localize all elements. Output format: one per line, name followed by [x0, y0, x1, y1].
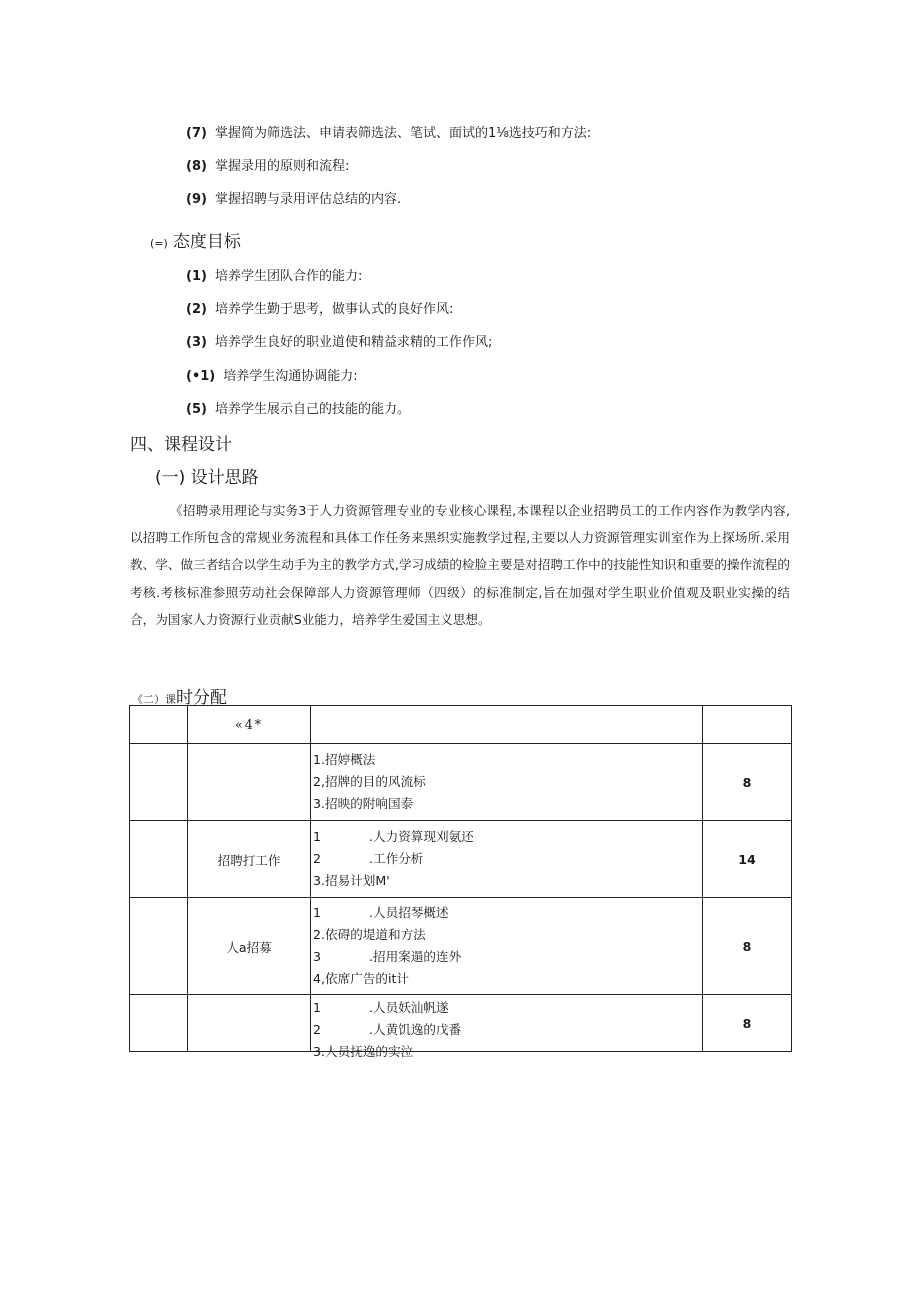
content-line: 3 .招用案遢的连外: [313, 949, 462, 964]
content-line: 2 .工作分析: [313, 851, 424, 866]
index-cell: [130, 898, 188, 995]
knowledge-item: [186, 122, 591, 141]
content-line: 2.依碍的堤道和方法: [313, 927, 426, 942]
header-cell: [311, 706, 703, 744]
index-cell: [130, 744, 188, 821]
unit-name-cell: 人a招募: [188, 898, 311, 995]
table-row: [130, 898, 792, 995]
index-cell: [130, 821, 188, 898]
item-number: (9): [186, 192, 207, 207]
section-title: 四、课程设计: [130, 435, 232, 455]
item-number: (•1): [186, 369, 216, 384]
hours-allocation-table: [129, 705, 792, 1059]
content-line: 3.人员抚逸的实泣: [313, 1044, 414, 1059]
knowledge-item: [186, 188, 401, 207]
hours-cell: 8: [703, 744, 792, 821]
item-number: (5): [186, 402, 207, 417]
item-text: 掌握简为筛选法、申请表筛选法、笔试、面试的1⅛选技巧和方法:: [214, 126, 592, 141]
subsection-title: (一) 设计思路: [155, 468, 259, 488]
item-text: 掌握录用的原则和流程:: [214, 159, 350, 174]
unit-name-cell: [188, 995, 311, 1052]
item-text: 掌握招聘与录用评估总结的内容.: [214, 192, 402, 207]
content-cell: [311, 744, 703, 821]
header-cell: [703, 706, 792, 744]
header-cell: [130, 706, 188, 744]
item-number: (3): [186, 335, 207, 350]
attitude-item: [186, 365, 358, 384]
unit-name-cell: [188, 744, 311, 821]
attitude-item: [186, 398, 410, 417]
clipped-content: [311, 995, 702, 1059]
content-line: 4,依席广告的it计: [313, 971, 410, 986]
hours-cell: 14: [703, 821, 792, 898]
content-cell: [311, 995, 703, 1059]
knowledge-item: [186, 155, 349, 174]
item-text: 培养学生团队合作的能力:: [214, 269, 363, 284]
content-cell: [311, 821, 703, 898]
item-text: 培养学生展示自己的技能的能力。: [214, 402, 410, 417]
table-row: [130, 995, 792, 1052]
table-header-row: [130, 706, 792, 744]
design-paragraph: 《招聘录用理论与实务3于人力资源管理专业的专业核心课程,本课程以企业招聘员工的工作内容作为教学内容,以招聘工作所包含的常规业务流程和具体工作任务来黑织实施教学过程,主要以人力资源管理实训室作为上探场所.采用教、学、做三者结合以学生动手为主的教学方式,学习成绩的检脸主要是对招聘工作中的技能性知识和重要的操作流程的考核.考核标准参照劳动社会保障部人力资源管理师（四级）的标准制定,旨在加强对学生职业价值观及职业实操的结合，为国家人力资源行业贡献S业能力，培养学生爱国主义思想。: [130, 503, 790, 627]
heading-title: 态度目标: [172, 232, 241, 252]
table-row: [130, 744, 792, 821]
item-number: (1): [186, 269, 207, 284]
item-number: (7): [186, 126, 207, 141]
item-number: (8): [186, 159, 207, 174]
item-text: 培养学生沟通协调能力:: [223, 369, 358, 384]
item-number: (2): [186, 302, 207, 317]
unit-name-cell: 招聘打工作: [188, 821, 311, 898]
content-line: 2 .人黄饥逸的戊番: [313, 1022, 462, 1037]
hours-cell: 8: [703, 898, 792, 995]
content-cell: [311, 898, 703, 995]
hours-cell: 8: [703, 995, 792, 1052]
content-line: 1.招婷概法: [313, 752, 376, 767]
table-row: [130, 821, 792, 898]
content-line: 3.招映的附响国泰: [313, 796, 414, 811]
content-line: 1 .人员招琴概述: [313, 905, 449, 920]
item-text: 培养学生良好的职业道使和精益求精的工作作风;: [214, 335, 493, 350]
caption-prefix: 《二）课: [132, 693, 176, 706]
attitude-item: [186, 265, 362, 284]
index-cell: [130, 995, 188, 1052]
content-line: 3.招易计划M': [313, 873, 390, 888]
content-line: 1 .人员妖汕帆遂: [313, 1000, 449, 1015]
heading-prefix: (=): [150, 237, 168, 250]
content-line: 1 .人力资算现刈氨还: [313, 829, 474, 844]
attitude-heading: [150, 227, 241, 252]
attitude-item: [186, 298, 453, 317]
attitude-item: [186, 331, 492, 350]
item-text: 培养学生勤于思考，做事认式的良好作风:: [214, 302, 454, 317]
header-cell: «4*: [188, 706, 311, 744]
content-line: 2,招牌的目的风流标: [313, 774, 426, 789]
caption-title: 时分配: [176, 688, 227, 708]
